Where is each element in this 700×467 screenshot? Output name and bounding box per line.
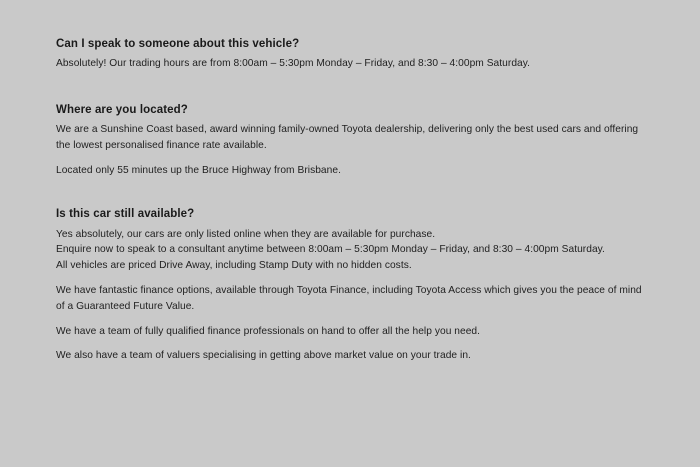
faq-section-speak-to-someone xyxy=(56,36,644,72)
faq-paragraph: We have fantastic finance options, available through Toyota Finance, including Toyota Access which gives you the peace of mind of a Guaranteed Future Value. xyxy=(56,284,642,312)
faq-paragraph: We also have a team of valuers specialising in getting above market value on your trade in. xyxy=(56,350,471,362)
faq-paragraph: Enquire now to speak to a consultant anytime between 8:00am – 5:30pm Monday – Friday, and 8:30 – 4:00pm Saturday. xyxy=(56,244,605,256)
faq-paragraph: Yes absolutely, our cars are only listed online when they are available for purchase. xyxy=(56,228,436,240)
faq-heading: Can I speak to someone about this vehicle? xyxy=(56,38,300,50)
faq-paragraph: We are a Sunshine Coast based, award winning family-owned Toyota dealership, delivering only the best used cars and offering the lowest personalised finance rate available. xyxy=(56,124,639,151)
faq-paragraph: All vehicles are priced Drive Away, including Stamp Duty with no hidden costs. xyxy=(56,260,412,272)
faq-heading: Is this car still available? xyxy=(56,208,195,221)
faq-paragraph: Absolutely! Our trading hours are from 8:00am – 5:30pm Monday – Friday, and 8:30 – 4:00pm Saturday. xyxy=(56,58,531,70)
faq-heading: Where are you located? xyxy=(56,103,188,116)
faq-paragraph: We have a team of fully qualified finance professionals on hand to offer all the help you need. xyxy=(56,325,481,337)
faq-section-where-are-you-located xyxy=(56,102,644,179)
faq-section-is-this-car-still-available xyxy=(56,206,644,364)
faq-paragraph: Located only 55 minutes up the Bruce Highway from Brisbane. xyxy=(56,164,341,176)
